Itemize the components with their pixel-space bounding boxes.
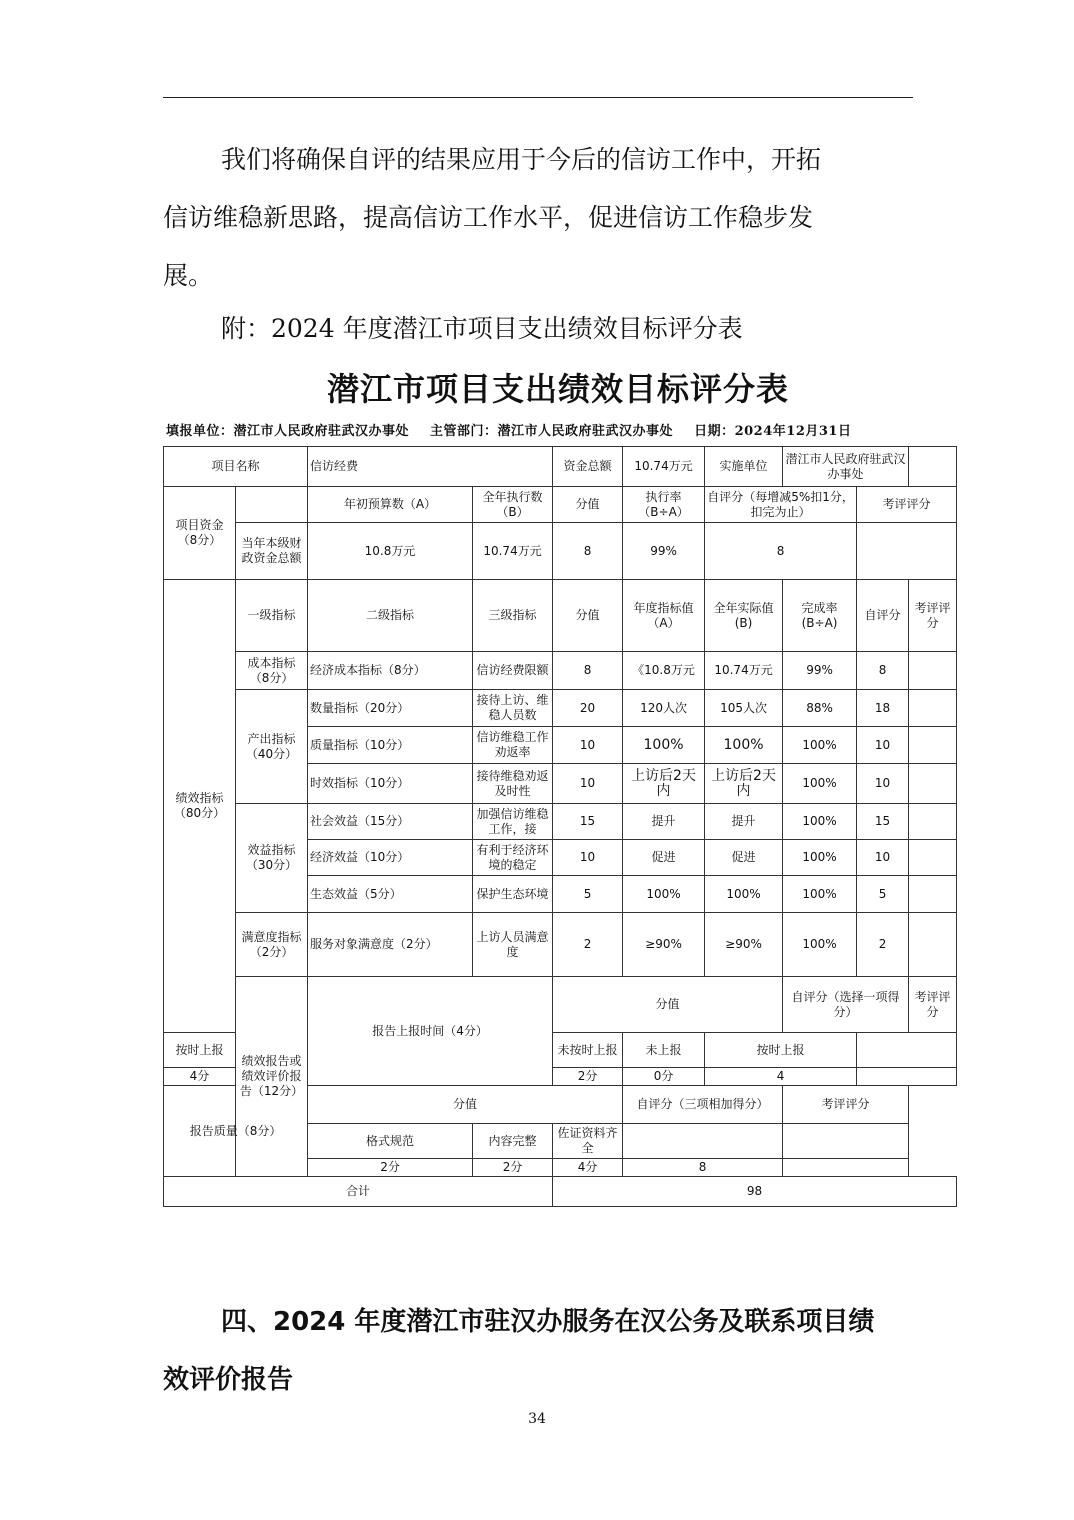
cell: 数量指标（20分）: [308, 690, 473, 727]
cell: 按时上报: [164, 1033, 236, 1068]
cell: 全年实际值(B): [705, 580, 783, 652]
meta-dept: 主管部门：潜江市人民政府驻武汉办事处: [430, 424, 674, 439]
cell: 促进: [623, 840, 705, 876]
cell: [857, 1068, 957, 1086]
table-row: [164, 487, 957, 523]
cell: 100%: [783, 804, 857, 840]
cell: 经济效益（10分）: [308, 840, 473, 876]
cell: 15: [857, 804, 909, 840]
cell: [783, 1159, 909, 1177]
cell: 内容完整: [473, 1124, 553, 1159]
cell: 上访人员满意度: [473, 913, 553, 977]
header-rule: [163, 97, 913, 98]
paragraph-line: 信访维稳新思路，提高信访工作水平，促进信访工作稳步发: [163, 203, 814, 232]
cell: 10: [857, 727, 909, 764]
cell: 分值: [308, 1086, 623, 1124]
cell: [783, 1124, 909, 1159]
cell: 全年执行数（B）: [473, 487, 553, 523]
cell: 0分: [623, 1068, 705, 1086]
cell: 经济成本指标（8分）: [308, 652, 473, 690]
table-row: [164, 652, 957, 690]
meta-date: 日期：2024年12月31日: [694, 424, 852, 439]
section-heading-line: 效评价报告: [163, 1365, 294, 1395]
cell: [909, 876, 957, 913]
cell: 产出指标（40分）: [236, 690, 308, 804]
cell: 分值: [553, 487, 623, 523]
cell: 2: [857, 913, 909, 977]
cell: ≥90%: [623, 913, 705, 977]
cell: 完成率(B÷A): [783, 580, 857, 652]
cell: 绩效指标（80分）: [164, 580, 236, 1033]
cell: 生态效益（5分）: [308, 876, 473, 913]
cell: 100%: [623, 727, 705, 764]
cell: 100%: [705, 876, 783, 913]
cell: 99%: [623, 523, 705, 580]
cell: 100%: [623, 876, 705, 913]
cell: 加强信访维稳工作，接: [473, 804, 553, 840]
cell: 社会效益（15分）: [308, 804, 473, 840]
cell: 潜江市人民政府驻武汉办事处: [783, 447, 909, 487]
cell: 实施单位: [705, 447, 783, 487]
cell: 15: [553, 804, 623, 840]
section-heading: [163, 1293, 915, 1409]
cell: 2分: [308, 1159, 473, 1177]
table-row: [164, 804, 957, 840]
cell: 执行率（B÷A）: [623, 487, 705, 523]
cell: 考评评分: [783, 1086, 909, 1124]
meta-unit: 填报单位：潜江市人民政府驻武汉办事处: [166, 424, 410, 439]
cell: [857, 523, 957, 580]
table-row: [164, 523, 957, 580]
cell: 一级指标: [236, 580, 308, 652]
cell: 质量指标（10分）: [308, 727, 473, 764]
cell: 未上报: [623, 1033, 705, 1068]
cell: 考评评分: [909, 977, 957, 1033]
cell: 自评分: [857, 580, 909, 652]
cell: 年度指标值（A）: [623, 580, 705, 652]
cell: 成本指标（8分）: [236, 652, 308, 690]
cell: 10: [857, 764, 909, 804]
cell: 信访维稳工作劝返率: [473, 727, 553, 764]
cell: 分值: [553, 977, 783, 1033]
table-row: [164, 690, 957, 727]
table-row: [164, 447, 957, 487]
attachment-line: 附：2024 年度潜江市项目支出绩效目标评分表: [221, 314, 743, 343]
paragraph-line: 展。: [163, 261, 214, 290]
cell: 项目名称: [164, 447, 308, 487]
cell: 报告上报时间（4分）: [308, 977, 553, 1086]
cell: 2: [553, 913, 623, 977]
cell: 4分: [164, 1068, 236, 1086]
table-row: [164, 977, 957, 1033]
cell: [909, 652, 957, 690]
cell: 上访后2天内: [623, 764, 705, 804]
page-number: 34: [528, 1411, 546, 1427]
cell: [909, 447, 957, 487]
cell: 2分: [473, 1159, 553, 1177]
total-value: 98: [553, 1177, 957, 1207]
cell: 《10.8万元: [623, 652, 705, 690]
cell: 20: [553, 690, 623, 727]
cell: 120人次: [623, 690, 705, 727]
cell: 100%: [783, 727, 857, 764]
cell: 接待维稳劝返及时性: [473, 764, 553, 804]
table-title: 潜江市项目支出绩效目标评分表: [326, 370, 789, 408]
cell: 接待上访、维稳人员数: [473, 690, 553, 727]
cell: 当年本级财政资金总额: [236, 523, 308, 580]
cell: 10: [553, 764, 623, 804]
cell: [236, 487, 308, 523]
cell: 格式规范: [308, 1124, 473, 1159]
cell: 绩效报告或绩效评价报告（12分）: [236, 977, 308, 1177]
cell: 时效指标（10分）: [308, 764, 473, 804]
cell: 自评分（选择一项得分）: [783, 977, 909, 1033]
cell: 10: [553, 840, 623, 876]
cell: 5: [553, 876, 623, 913]
cell: 自评分（每增减5%扣1分，扣完为止）: [705, 487, 857, 523]
cell: [909, 764, 957, 804]
cell: 8: [553, 652, 623, 690]
cell: 效益指标（30分）: [236, 804, 308, 913]
cell: 99%: [783, 652, 857, 690]
cell: [909, 913, 957, 977]
cell: 未按时上报: [553, 1033, 623, 1068]
cell: 18: [857, 690, 909, 727]
score-table: [163, 446, 957, 1207]
cell: 项目资金（8分）: [164, 487, 236, 580]
cell: 100%: [783, 764, 857, 804]
cell: 分值: [553, 580, 623, 652]
cell: 100%: [783, 876, 857, 913]
cell: 10.74万元: [623, 447, 705, 487]
cell: ≥90%: [705, 913, 783, 977]
cell: 10: [857, 840, 909, 876]
cell: 100%: [705, 727, 783, 764]
table-row: [164, 580, 957, 652]
cell: 105人次: [705, 690, 783, 727]
cell: 考评评分: [909, 580, 957, 652]
table-meta: [166, 420, 867, 439]
cell: 10: [553, 727, 623, 764]
cell: [909, 840, 957, 876]
cell: 信访经费限额: [473, 652, 553, 690]
cell: 4分: [553, 1159, 623, 1177]
cell: 按时上报: [705, 1033, 857, 1068]
section-heading-line: 四、2024 年度潜江市驻汉办服务在汉公务及联系项目绩: [221, 1307, 875, 1337]
cell: 2分: [553, 1068, 623, 1086]
cell: 提升: [705, 804, 783, 840]
total-label: 合计: [164, 1177, 553, 1207]
cell: 8: [623, 1159, 783, 1177]
cell: 100%: [783, 840, 857, 876]
cell: 8: [705, 523, 857, 580]
cell: 有利于经济环境的稳定: [473, 840, 553, 876]
cell: 信访经费: [308, 447, 553, 487]
cell: 10.74万元: [473, 523, 553, 580]
cell: 自评分（三项相加得分）: [623, 1086, 783, 1124]
cell: 佐证资料齐全: [553, 1124, 623, 1159]
table-row: [164, 913, 957, 977]
cell: 保护生态环境: [473, 876, 553, 913]
cell: 10.8万元: [308, 523, 473, 580]
cell: [909, 727, 957, 764]
cell: 考评评分: [857, 487, 957, 523]
cell: 提升: [623, 804, 705, 840]
cell: 8: [857, 652, 909, 690]
cell: 三级指标: [473, 580, 553, 652]
cell: 资金总额: [553, 447, 623, 487]
cell: 100%: [783, 913, 857, 977]
cell: 促进: [705, 840, 783, 876]
closing-paragraph: [163, 131, 915, 305]
cell: 5: [857, 876, 909, 913]
cell: 年初预算数（A）: [308, 487, 473, 523]
cell: [623, 1124, 783, 1159]
cell: 10.74万元: [705, 652, 783, 690]
cell: 4: [705, 1068, 857, 1086]
cell: 88%: [783, 690, 857, 727]
cell: 满意度指标（2分）: [236, 913, 308, 977]
table-row: [164, 1177, 957, 1207]
cell: [909, 804, 957, 840]
cell: 报告质量（8分）: [164, 1086, 308, 1177]
cell: [857, 1033, 957, 1068]
cell: 上访后2天内: [705, 764, 783, 804]
cell: 服务对象满意度（2分）: [308, 913, 473, 977]
cell: 二级指标: [308, 580, 473, 652]
paragraph-line: 我们将确保自评的结果应用于今后的信访工作中，开拓: [221, 145, 822, 174]
cell: [909, 690, 957, 727]
cell: 8: [553, 523, 623, 580]
